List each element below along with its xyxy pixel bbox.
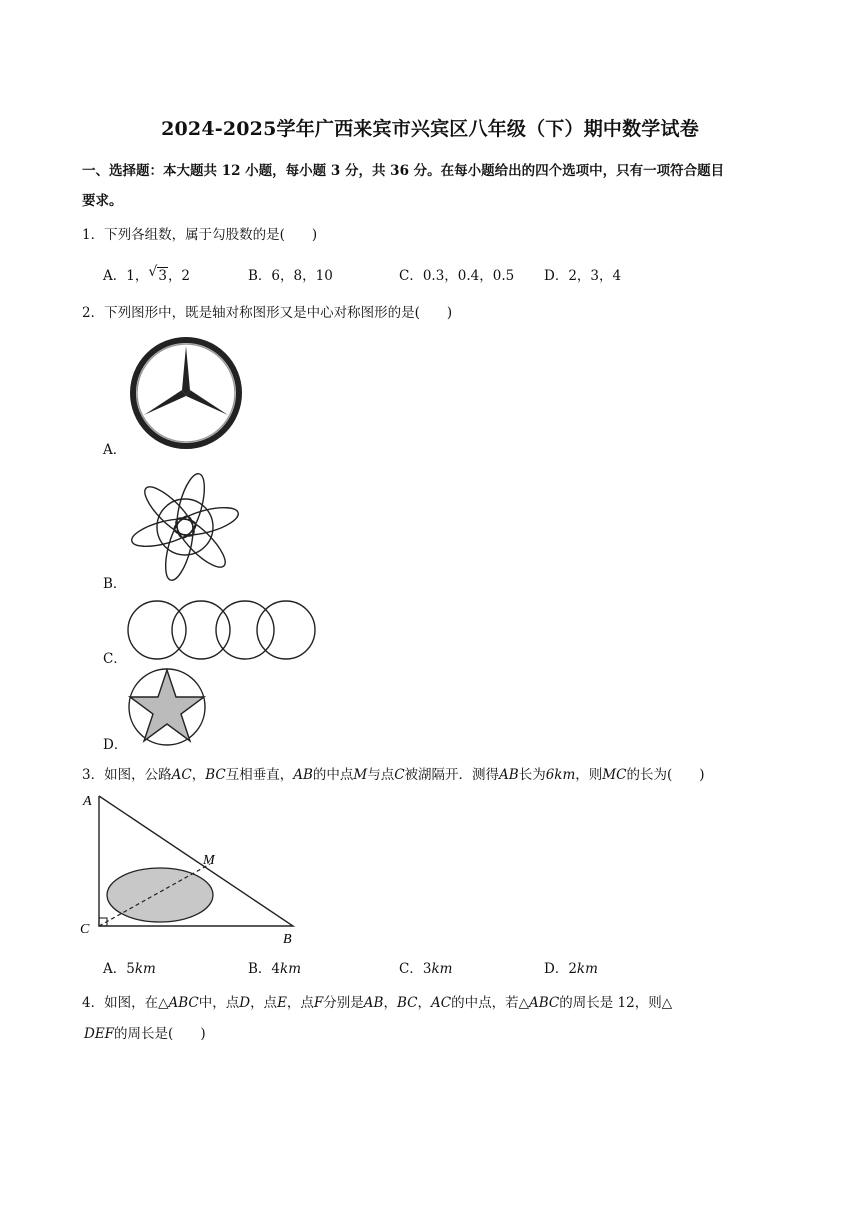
question-1-stem: 1．下列各组数，属于勾股数的是( ) <box>82 227 318 243</box>
figure-d-star-in-circle <box>127 667 207 747</box>
question-3-figure <box>78 788 308 948</box>
page-title: 2024-2025学年广西来宾市兴宾区八年级（下）期中数学试卷 <box>161 118 699 140</box>
question-1-option-b: B．6，8，10 <box>248 268 333 284</box>
midpoint-m-label: M <box>203 853 215 868</box>
question-3-option-b: B．4km <box>248 961 301 977</box>
question-4-stem: 4．如图，在△ABC中，点D，点E，点F分别是AB，BC，AC的中点，若△ABC的周长是 12，则△ <box>82 995 673 1011</box>
question-3-stem: 3．如图，公路AC，BC互相垂直，AB的中点M与点C被湖隔开．测得AB长为6km，则MC的长为( ) <box>82 767 705 783</box>
rosette-petal <box>169 511 231 573</box>
figure-c-four-circles <box>126 599 318 663</box>
figure-b-label: B． <box>103 576 127 592</box>
figure-c-label: C． <box>103 651 127 667</box>
section-heading: 一、选择题：本大题共 12 小题，每小题 3 分，共 36 分。在每小题给出的四个选项中，只有一项符合题目 <box>82 163 725 179</box>
figure-a-three-point-star <box>128 338 244 450</box>
question-3-option-a: A．5km <box>103 961 156 977</box>
vertex-c-label: C <box>80 922 90 937</box>
question-2-stem: 2．下列图形中，既是轴对称图形又是中心对称图形的是( ) <box>82 305 453 321</box>
figure-b-rosette <box>124 469 246 585</box>
vertex-a-label: A <box>83 794 92 809</box>
section-heading-cont: 要求。 <box>82 193 123 209</box>
sqrt-symbol: √ 3 <box>148 264 167 284</box>
figure-d-label: D． <box>103 737 128 753</box>
question-1-option-c: C．0.3，0.4，0.5 <box>399 268 515 284</box>
rosette-petal <box>138 480 200 542</box>
question-3-option-c: C．3km <box>399 961 453 977</box>
figure-a-label: A． <box>103 442 127 458</box>
question-3-option-d: D．2km <box>544 961 598 977</box>
question-4-stem-cont: DEF的周长是( ) <box>84 1026 206 1042</box>
question-1-option-d: D．2，3，4 <box>544 268 622 284</box>
vertex-b-label: B <box>283 932 292 947</box>
question-1-option-a: A．1， √ 3，2 <box>103 264 191 284</box>
